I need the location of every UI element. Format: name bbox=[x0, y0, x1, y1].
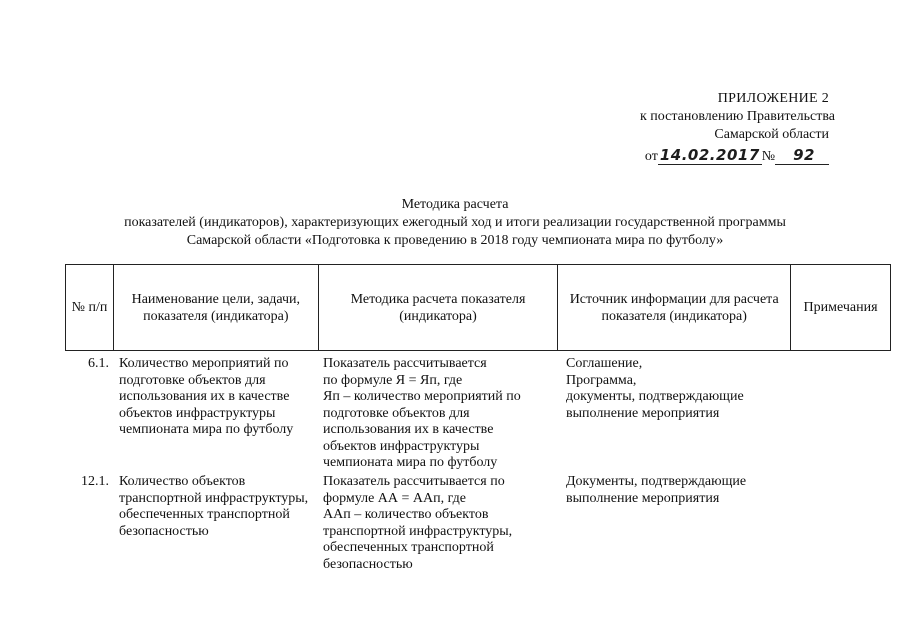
source-line: Документы, подтверждающие bbox=[566, 474, 747, 489]
row-method bbox=[323, 356, 559, 472]
source-line: документы, подтверждающие bbox=[566, 389, 744, 404]
document-title bbox=[60, 196, 850, 250]
handwritten-date: 14.02.2017 bbox=[659, 146, 760, 164]
method-line: транспортной инфраструктуры, bbox=[323, 523, 513, 539]
table-row bbox=[65, 474, 891, 584]
row-number: 6.1. bbox=[88, 356, 109, 371]
header-source: Источник информации для расчета показателя (индикатора) bbox=[558, 265, 791, 351]
row-method bbox=[323, 474, 559, 573]
method-line: обеспеченных транспортной bbox=[323, 540, 494, 555]
document-title-line3: Самарской области «Подготовка к проведению в 2018 году чемпионата мира по футболу» bbox=[186, 233, 724, 248]
header-number: № п/п bbox=[66, 265, 114, 351]
source-line: Соглашение, bbox=[566, 356, 643, 371]
method-line: Яп – количество мероприятий по bbox=[323, 389, 521, 404]
header-name: Наименование цели, задачи, показателя (индикатора) bbox=[113, 265, 318, 351]
number-label: № bbox=[761, 149, 776, 164]
method-line: безопасностью bbox=[323, 556, 413, 572]
handwritten-number: 92 bbox=[775, 146, 829, 165]
appendix-block bbox=[639, 90, 835, 166]
methodology-table-header bbox=[65, 264, 891, 351]
header-method: Методика расчета показателя (индикатора) bbox=[318, 265, 558, 351]
method-line: формуле АА = ААп, где bbox=[323, 490, 467, 506]
methodology-table-body bbox=[65, 356, 891, 584]
document-title-line1: Методика расчета bbox=[401, 197, 509, 212]
appendix-title: ПРИЛОЖЕНИЕ 2 bbox=[717, 91, 829, 106]
row-indicator-name: Количество мероприятий по подготовке объектов для использования их в качестве объектов инфраструктуры чемпионата мира по футболу bbox=[119, 356, 294, 437]
row-number: 12.1. bbox=[81, 474, 109, 489]
appendix-region-line: Самарской области bbox=[714, 127, 829, 142]
appendix-date-number-line bbox=[645, 146, 829, 166]
document-title-line2: показателей (индикаторов), характеризующих ежегодный ход и итоги реализации государственной программы bbox=[124, 215, 786, 230]
method-line: объектов инфраструктуры bbox=[323, 438, 480, 454]
header-notes: Примечания bbox=[791, 265, 891, 351]
source-line: выполнение мероприятия bbox=[566, 405, 720, 421]
method-line: по формуле Я = Яп, где bbox=[323, 372, 463, 388]
method-line: использования их в качестве bbox=[323, 422, 494, 437]
method-line: Показатель рассчитывается по bbox=[323, 474, 505, 489]
row-source bbox=[566, 356, 794, 422]
source-line: Программа, bbox=[566, 372, 637, 388]
from-label: от bbox=[644, 149, 658, 164]
method-line: чемпионата мира по футболу bbox=[323, 455, 498, 470]
appendix-resolution-line: к постановлению Правительства bbox=[639, 109, 835, 124]
method-line: подготовке объектов для bbox=[323, 405, 470, 421]
source-line: выполнение мероприятия bbox=[566, 490, 720, 506]
table-row bbox=[65, 356, 891, 474]
row-indicator-name: Количество объектов транспортной инфраструктуры, обеспеченных транспортной безопасностью bbox=[119, 474, 309, 539]
method-line: ААп – количество объектов bbox=[323, 507, 489, 522]
row-source bbox=[566, 474, 794, 507]
method-line: Показатель рассчитывается bbox=[323, 356, 487, 371]
